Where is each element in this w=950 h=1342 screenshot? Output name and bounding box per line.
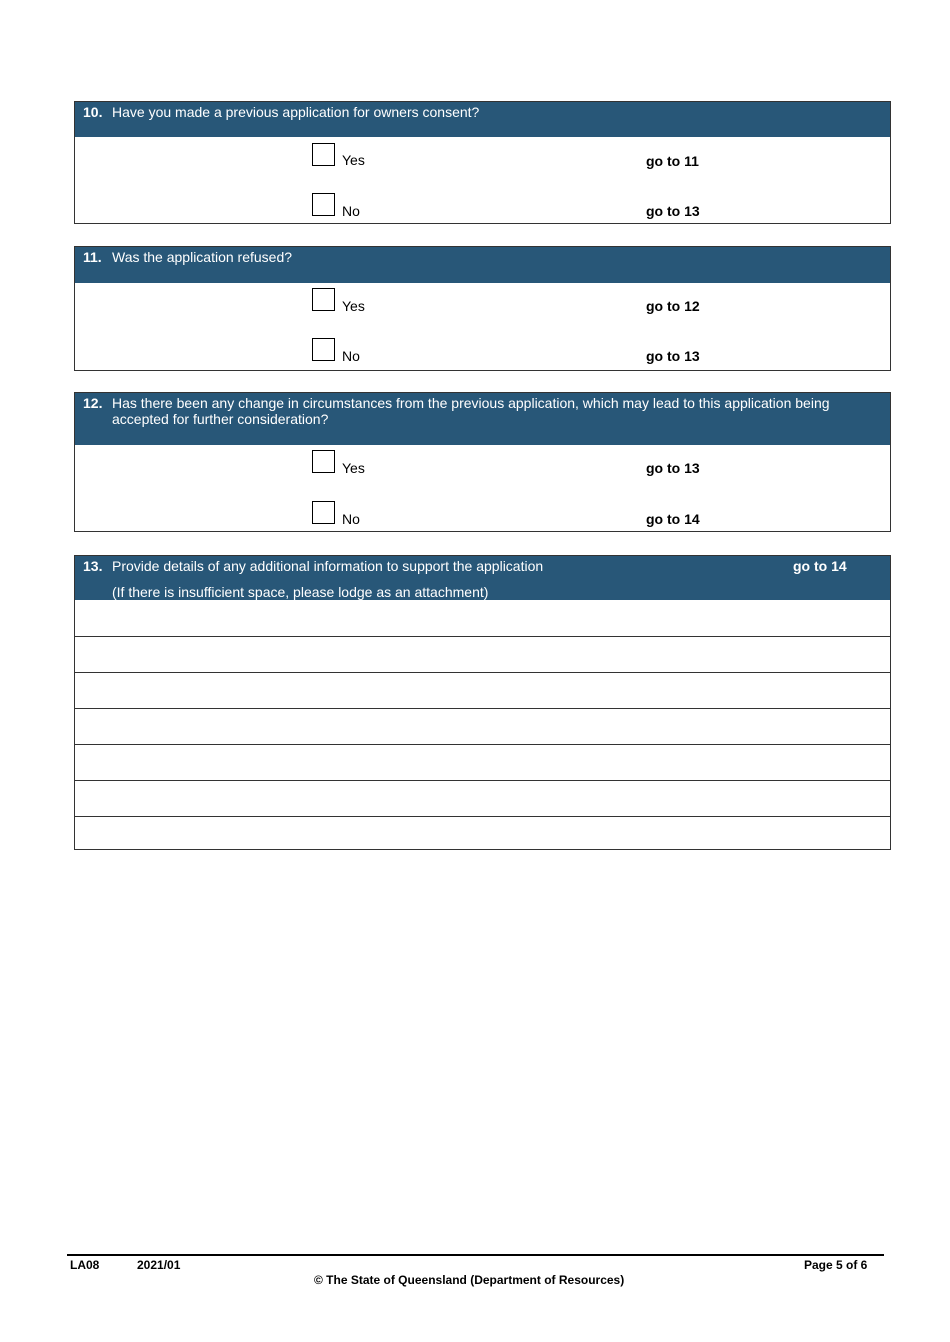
question-note: (If there is insufficient space, please lodge as an attachment) bbox=[112, 584, 489, 600]
form-version: 2021/01 bbox=[137, 1258, 181, 1272]
goto-instruction: go to 14 bbox=[646, 511, 700, 527]
question-10-header bbox=[75, 102, 890, 137]
question-number: 10. bbox=[83, 104, 103, 120]
footer-divider bbox=[67, 1254, 884, 1256]
question-10-section bbox=[74, 101, 891, 224]
option-label: Yes bbox=[342, 460, 365, 476]
details-input-line[interactable] bbox=[75, 672, 890, 708]
copyright-notice: © The State of Queensland (Department of Resources) bbox=[314, 1273, 625, 1287]
question-13-section bbox=[74, 555, 891, 850]
option-label: No bbox=[342, 203, 360, 219]
goto-instruction: go to 12 bbox=[646, 298, 700, 314]
option-label: Yes bbox=[342, 298, 365, 314]
question-text: Have you made a previous application for owners consent? bbox=[112, 104, 480, 120]
option-label: No bbox=[342, 511, 360, 527]
question-number: 12. bbox=[83, 395, 103, 411]
question-number: 11. bbox=[83, 249, 102, 265]
option-no-row bbox=[75, 187, 890, 223]
option-label: No bbox=[342, 348, 360, 364]
yes-checkbox[interactable] bbox=[312, 450, 335, 473]
question-text: Provide details of any additional information to support the application bbox=[112, 558, 544, 574]
form-code: LA08 bbox=[70, 1258, 100, 1272]
option-yes-row bbox=[75, 445, 890, 495]
no-checkbox[interactable] bbox=[312, 501, 335, 524]
yes-checkbox[interactable] bbox=[312, 288, 335, 311]
option-no-row bbox=[75, 333, 890, 370]
question-11-header bbox=[75, 247, 890, 283]
goto-instruction: go to 13 bbox=[646, 460, 700, 476]
option-yes-row bbox=[75, 283, 890, 333]
details-input-line[interactable] bbox=[75, 636, 890, 672]
question-text: Was the application refused? bbox=[112, 249, 293, 265]
goto-instruction: go to 11 bbox=[646, 153, 699, 169]
details-input-line[interactable] bbox=[75, 780, 890, 816]
page-number: Page 5 of 6 bbox=[804, 1258, 868, 1272]
details-input-line[interactable] bbox=[75, 600, 890, 636]
goto-instruction: go to 13 bbox=[646, 348, 700, 364]
option-no-row bbox=[75, 495, 890, 531]
yes-checkbox[interactable] bbox=[312, 143, 335, 166]
option-label: Yes bbox=[342, 152, 365, 168]
question-12-section bbox=[74, 392, 891, 532]
no-checkbox[interactable] bbox=[312, 338, 335, 361]
details-input-line[interactable] bbox=[75, 816, 890, 850]
question-11-section bbox=[74, 246, 891, 371]
goto-instruction: go to 14 bbox=[793, 558, 847, 574]
goto-instruction: go to 13 bbox=[646, 203, 700, 219]
question-13-header bbox=[75, 556, 890, 600]
option-yes-row bbox=[75, 137, 890, 187]
question-12-header bbox=[75, 393, 890, 445]
question-text: Has there been any change in circumstances from the previous application, which may lead to this application being accepted for further consideration? bbox=[112, 395, 830, 427]
details-input-line[interactable] bbox=[75, 744, 890, 780]
question-number: 13. bbox=[83, 558, 103, 574]
no-checkbox[interactable] bbox=[312, 193, 335, 216]
details-input-line[interactable] bbox=[75, 708, 890, 744]
